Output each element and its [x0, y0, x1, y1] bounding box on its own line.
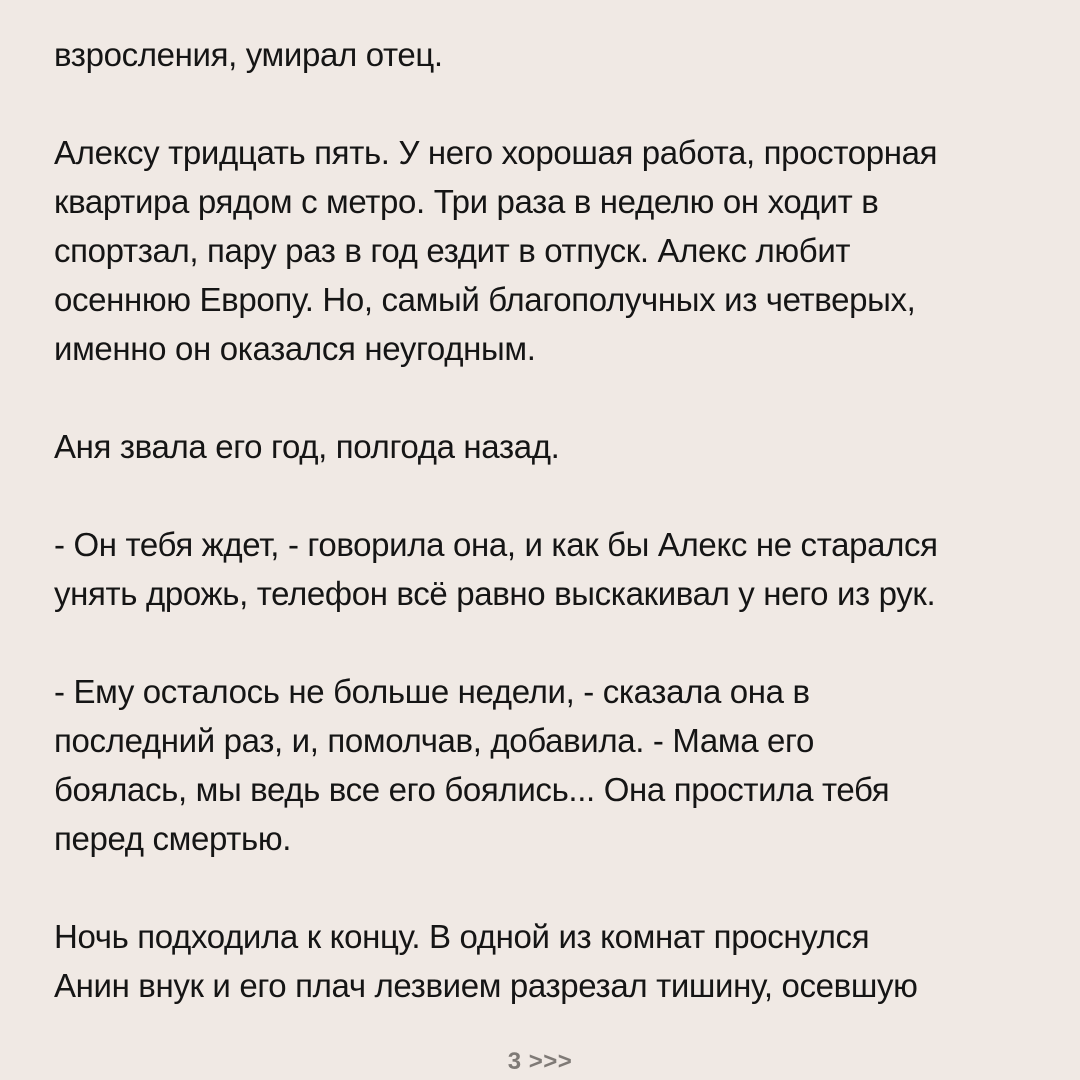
text-line: последний раз, и, помолчав, добавила. - Мама его	[54, 722, 814, 759]
paragraph	[54, 520, 1064, 618]
text-line: осеннюю Европу. Но, самый благополучных из четверых,	[54, 281, 916, 318]
text-line: именно он оказался неугодным.	[54, 330, 536, 367]
paragraph	[54, 422, 1064, 471]
text-line: перед смертью.	[54, 820, 292, 857]
paragraph	[54, 912, 1064, 1010]
text-line: Аня звала его год, полгода назад.	[54, 428, 560, 465]
text-line: взросления, умирал отец.	[54, 36, 443, 73]
paragraph	[54, 30, 1064, 79]
text-line: Алексу тридцать пять. У него хорошая работа, просторная	[54, 134, 938, 171]
story-text	[54, 30, 1064, 1010]
text-line: спортзал, пару раз в год ездит в отпуск. Алекс любит	[54, 232, 851, 269]
paragraph	[54, 667, 1064, 863]
text-line: - Он тебя ждет, - говорила она, и как бы Алекс не старался	[54, 526, 938, 563]
text-line: квартира рядом с метро. Три раза в неделю он ходит в	[54, 183, 879, 220]
text-line: - Ему осталось не больше недели, - сказала она в	[54, 673, 810, 710]
page-number: 3 >>>	[507, 1048, 573, 1075]
text-line: боялась, мы ведь все его боялись... Она простила тебя	[54, 771, 890, 808]
text-line: Ночь подходила к концу. В одной из комнат проснулся	[54, 918, 870, 955]
text-line: унять дрожь, телефон всё равно выскакивал у него из рук.	[54, 575, 936, 612]
paragraph	[54, 128, 1064, 373]
text-line: Анин внук и его плач лезвием разрезал тишину, осевшую	[54, 967, 918, 1004]
